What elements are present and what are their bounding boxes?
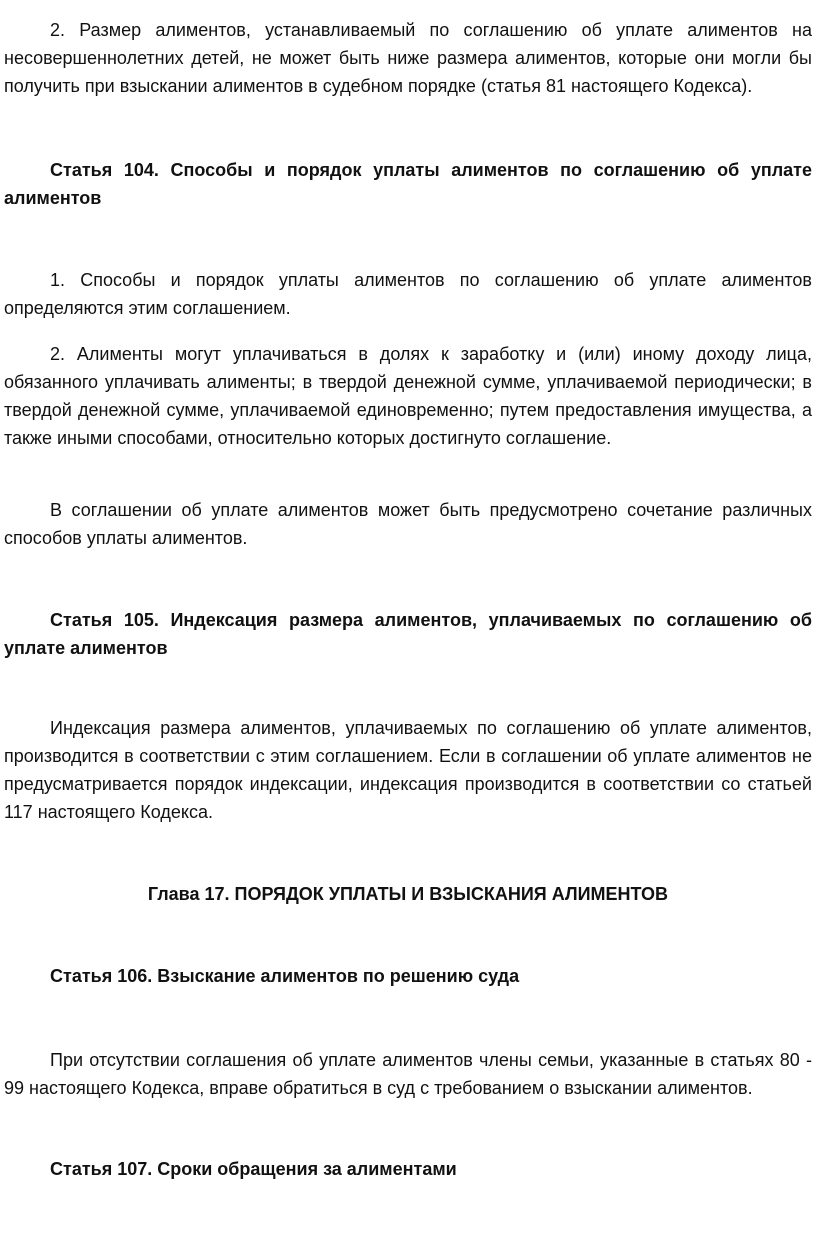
- paragraph-article-104-part-2: 2. Алименты могут уплачиваться в долях к заработку и (или) иному доходу лица, обязанного уплачивать алименты; в твердой денежной сумме, уплачиваемой периодически; в твердой денежной сумме, уплачиваемой единовременно; путем предоставления имущества, а также иными способами, относительно которых достигнуто соглашение.: [4, 344, 812, 448]
- article-104-heading: Статья 104. Способы и порядок уплаты алиментов по соглашению об уплате алиментов: [4, 160, 812, 208]
- paragraph-article-105: Индексация размера алиментов, уплачиваемых по соглашению об уплате алиментов, производится в соответствии с этим соглашением. Если в соглашении об уплате алиментов не предусматривается порядок индексации, индексация производится в соответствии со статьей 117 настоящего Кодекса.: [4, 718, 812, 822]
- paragraph-article-106: При отсутствии соглашения об уплате алиментов члены семьи, указанные в статьях 80 - 99 настоящего Кодекса, вправе обратиться в суд с требованием о взыскании алиментов.: [4, 1050, 812, 1098]
- article-105-heading: Статья 105. Индексация размера алиментов, уплачиваемых по соглашению об уплате алиментов: [4, 610, 812, 658]
- article-107-heading: Статья 107. Сроки обращения за алиментами: [50, 1159, 457, 1179]
- paragraph-article-104-part-1: 1. Способы и порядок уплаты алиментов по соглашению об уплате алиментов определяются этим соглашением.: [4, 270, 812, 318]
- article-106-heading: Статья 106. Взыскание алиментов по решению суда: [50, 966, 520, 986]
- paragraph-article-104-part-3: В соглашении об уплате алиментов может быть предусмотрено сочетание различных способов уплаты алиментов.: [4, 500, 812, 548]
- chapter-17-heading: Глава 17. ПОРЯДОК УПЛАТЫ И ВЗЫСКАНИЯ АЛИМЕНТОВ: [147, 884, 669, 904]
- paragraph-article-103-part-2: 2. Размер алиментов, устанавливаемый по соглашению об уплате алиментов на несовершеннолетних детей, не может быть ниже размера алиментов, которые они могли бы получить при взыскании алиментов в судебном порядке (статья 81 настоящего Кодекса).: [4, 20, 812, 96]
